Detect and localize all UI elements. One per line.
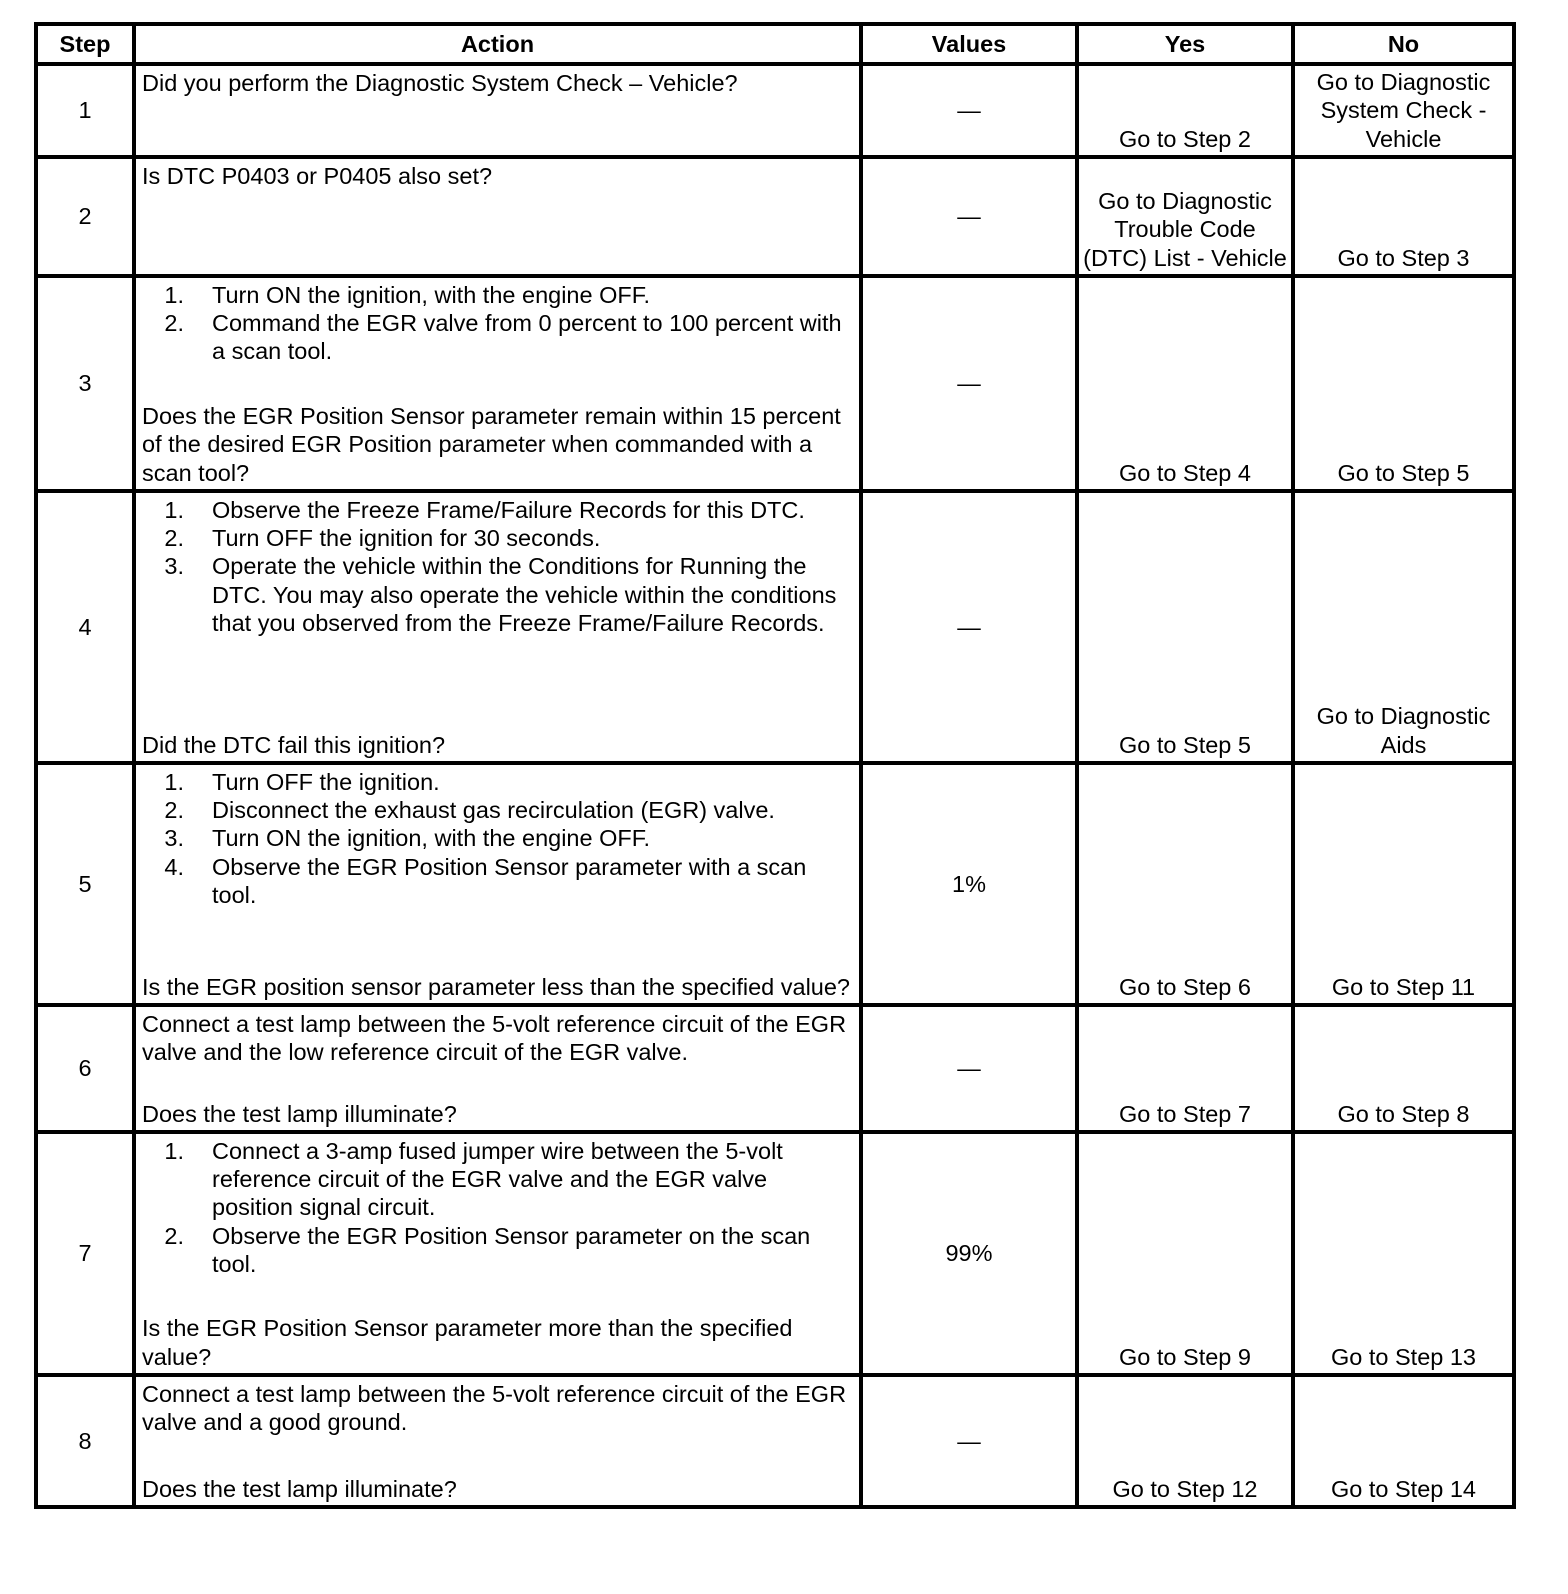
action-instructions (142, 1010, 853, 1067)
action-step-text: Observe the EGR Position Sensor parameter with a scan tool. (212, 853, 807, 909)
action-intro: Did you perform the Diagnostic System Check – Vehicle? (142, 70, 738, 96)
yes-cell: Go to Diagnostic Trouble Code (DTC) List - Vehicle (1077, 157, 1293, 276)
header-no: No (1293, 24, 1514, 64)
header-action: Action (134, 24, 861, 64)
action-step-text: Turn ON the ignition, with the engine OFF. (212, 281, 651, 308)
yes-cell: Go to Step 6 (1077, 763, 1293, 1005)
action-step-number: 1. (164, 281, 184, 308)
action-step-item (142, 524, 853, 552)
action-step-number: 2. (164, 310, 184, 337)
action-step-number: 2. (164, 1222, 184, 1249)
action-cell (134, 1005, 861, 1132)
action-step-item (142, 853, 853, 910)
values-cell: — (861, 276, 1077, 491)
action-content (142, 281, 853, 487)
action-step-text: Turn OFF the ignition. (212, 768, 440, 795)
action-step-item (142, 309, 853, 366)
step-number: 2 (36, 157, 134, 276)
yes-cell: Go to Step 4 (1077, 276, 1293, 491)
action-step-text: Observe the EGR Position Sensor parameter on the scan tool. (212, 1222, 811, 1278)
action-question: Does the test lamp illuminate? (142, 1100, 457, 1127)
action-step-text: Turn ON the ignition, with the engine OFF. (212, 825, 651, 852)
yes-cell: Go to Step 5 (1077, 491, 1293, 763)
action-steps-list (142, 496, 853, 637)
values-cell: — (861, 157, 1077, 276)
action-content (142, 1380, 853, 1503)
step-number: 1 (36, 64, 134, 157)
no-cell: Go to Step 13 (1293, 1132, 1514, 1375)
action-step-item (142, 281, 853, 309)
yes-cell: Go to Step 7 (1077, 1005, 1293, 1132)
action-step-number: 1. (164, 496, 184, 523)
action-step-item (142, 496, 853, 524)
action-cell (134, 491, 861, 763)
action-instructions (142, 162, 853, 190)
step-number: 4 (36, 491, 134, 763)
step-number: 6 (36, 1005, 134, 1132)
action-step-text: Connect a 3-amp fused jumper wire between the 5-volt reference circuit of the EGR valve and the EGR valve position signal circuit. (212, 1137, 783, 1221)
no-cell: Go to Diagnostic System Check - Vehicle (1293, 64, 1514, 157)
action-step-number: 1. (164, 1137, 184, 1164)
action-question: Does the test lamp illuminate? (142, 1475, 457, 1502)
header-yes: Yes (1077, 24, 1293, 64)
step-number: 3 (36, 276, 134, 491)
action-step-number: 1. (164, 768, 184, 795)
yes-cell: Go to Step 9 (1077, 1132, 1293, 1375)
header-row (36, 24, 1514, 64)
table-row (36, 157, 1514, 276)
action-steps-list (142, 281, 853, 366)
action-content (142, 1010, 853, 1128)
values-cell: — (861, 491, 1077, 763)
action-cell (134, 763, 861, 1005)
header-step: Step (36, 24, 134, 64)
values-cell: 1% (861, 763, 1077, 1005)
action-step-item (142, 768, 853, 796)
action-intro: Is DTC P0403 or P0405 also set? (142, 162, 493, 189)
action-intro: Connect a test lamp between the 5-volt reference circuit of the EGR valve and the low reference circuit of the EGR valve. (142, 1010, 847, 1066)
action-step-text: Operate the vehicle within the Conditions for Running the DTC. You may also operate the vehicle within the conditions that you observed from the Freeze Frame/Failure Records. (212, 553, 837, 637)
no-cell: Go to Step 14 (1293, 1375, 1514, 1507)
action-step-text: Command the EGR valve from 0 percent to 100 percent with a scan tool. (212, 310, 842, 365)
table-row (36, 763, 1514, 1005)
action-question: Is the EGR Position Sensor parameter more than the specified value? (142, 1315, 793, 1370)
action-cell (134, 1132, 861, 1375)
action-step-item (142, 796, 853, 824)
values-cell: — (861, 1375, 1077, 1507)
action-step-number: 3. (164, 825, 184, 852)
action-step-item (142, 1222, 853, 1279)
table-row (36, 1005, 1514, 1132)
action-instructions (142, 69, 853, 97)
action-step-number: 4. (164, 853, 184, 880)
action-step-item (142, 824, 853, 852)
action-step-number: 2. (164, 797, 184, 824)
action-cell (134, 64, 861, 157)
yes-cell: Go to Step 2 (1077, 64, 1293, 157)
table-body (36, 64, 1514, 1507)
action-instructions (142, 496, 853, 637)
action-step-text: Disconnect the exhaust gas recirculation (EGR) valve. (212, 797, 775, 824)
action-content (142, 768, 853, 1001)
action-content (142, 69, 853, 153)
action-content (142, 496, 853, 759)
diagnostic-table (34, 22, 1516, 1509)
action-step-number: 2. (164, 525, 184, 552)
action-content (142, 1137, 853, 1371)
no-cell: Go to Step 5 (1293, 276, 1514, 491)
step-number: 5 (36, 763, 134, 1005)
action-cell (134, 1375, 861, 1507)
action-step-number: 3. (164, 553, 184, 580)
action-question: Does the EGR Position Sensor parameter remain within 15 percent of the desired EGR Position parameter when commanded with a scan tool? (142, 403, 841, 486)
header-values: Values (861, 24, 1077, 64)
table-row (36, 1375, 1514, 1507)
action-cell (134, 157, 861, 276)
action-content (142, 162, 853, 272)
values-cell: — (861, 1005, 1077, 1132)
action-question: Did the DTC fail this ignition? (142, 731, 446, 758)
no-cell: Go to Diagnostic Aids (1293, 491, 1514, 763)
values-cell: 99% (861, 1132, 1077, 1375)
no-cell: Go to Step 3 (1293, 157, 1514, 276)
action-instructions (142, 1380, 853, 1437)
no-cell: Go to Step 8 (1293, 1005, 1514, 1132)
step-number: 7 (36, 1132, 134, 1375)
yes-cell: Go to Step 12 (1077, 1375, 1293, 1507)
action-instructions (142, 281, 853, 366)
table-row (36, 1132, 1514, 1375)
action-step-item (142, 552, 853, 637)
action-intro: Connect a test lamp between the 5-volt reference circuit of the EGR valve and a good ground. (142, 1380, 847, 1436)
action-step-item (142, 1137, 853, 1222)
table-row (36, 64, 1514, 157)
step-number: 8 (36, 1375, 134, 1507)
no-cell: Go to Step 11 (1293, 763, 1514, 1005)
values-cell: — (861, 64, 1077, 157)
table-row (36, 491, 1514, 763)
action-step-text: Observe the Freeze Frame/Failure Records for this DTC. (212, 496, 805, 523)
action-instructions (142, 768, 853, 909)
action-instructions (142, 1137, 853, 1278)
action-question: Is the EGR position sensor parameter less than the specified value? (142, 973, 850, 1000)
action-step-text: Turn OFF the ignition for 30 seconds. (212, 525, 601, 552)
action-steps-list (142, 768, 853, 909)
action-cell (134, 276, 861, 491)
action-steps-list (142, 1137, 853, 1278)
table-row (36, 276, 1514, 491)
